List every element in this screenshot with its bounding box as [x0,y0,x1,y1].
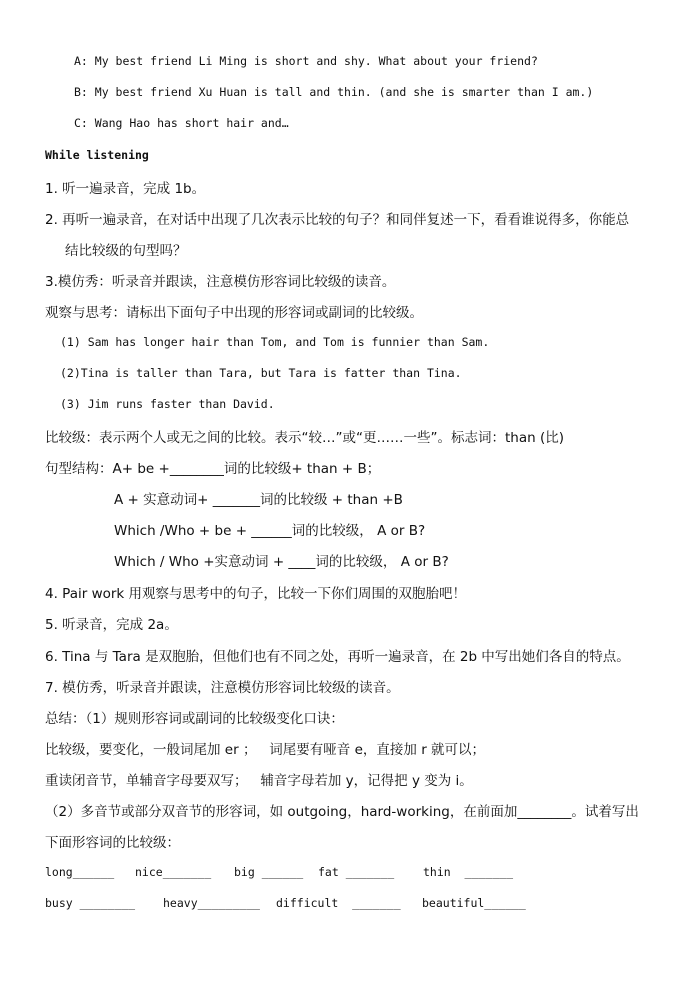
sentence-structure-1: 句型结构：A+ be +________词的比较级+ than + B； [45,461,381,477]
step-4: 4. Pair work 用观察与思考中的句子，比较一下你们周围的双胞胎吧！ [45,586,467,602]
exercise-item: busy ________ [45,896,136,910]
exercise-item: heavy_________ [163,896,260,910]
example-sentence-1: (1) Sam has longer hair than Tom, and Tom is funnier than Sam. [60,335,490,349]
dialogue-line-a: A: My best friend Li Ming is short and shy. What about your friend? [74,54,538,68]
step-5: 5. 听录音，完成 2a。 [45,617,178,633]
sentence-structure-3: Which /Who + be + ______词的比较级， A or B? [114,523,426,539]
exercise-item: fat _______ [318,865,395,879]
comparative-definition: 比较级：表示两个人或无之间的比较。表示“较…”或“更……一些”。标志词：than (比) [45,430,564,446]
step-2-line-2: 结比较级的句型吗？ [65,243,187,259]
summary-rule-1: 比较级，要变化，一般词尾加 er ； 词尾要有哑音 e，直接加 r 就可以； [45,742,486,758]
exercise-item: big ______ [234,865,304,879]
exercise-item: long______ [45,865,115,879]
step-6: 6. Tina 与 Tara 是双胞胎，但他们也有不同之处，再听一遍录音，在 2b 中写出她们各自的特点。 [45,649,630,665]
example-sentence-2: (2)Tina is taller than Tara, but Tara is fatter than Tina. [60,366,462,380]
step-3: 3.模仿秀：听录音并跟读，注意模仿形容词比较级的读音。 [45,274,396,290]
exercise-item: nice_______ [135,865,212,879]
section-heading: While listening [45,148,149,162]
step-2-line-1: 2. 再听一遍录音，在对话中出现了几次表示比较的句子？和同伴复述一下，看看谁说得多，你能总 [45,212,630,228]
step-7: 7. 模仿秀，听录音并跟读，注意模仿形容词比较级的读音。 [45,680,400,696]
summary-rule-2: 重读闭音节，单辅音字母要双写； 辅音字母若加 y，记得把 y 变为 i。 [45,773,473,789]
sentence-structure-4: Which / Who +实意动词 + ____词的比较级， A or B? [114,554,449,570]
summary-rule-3-line-2: 下面形容词的比较级： [45,835,180,851]
dialogue-line-b: B: My best friend Xu Huan is tall and thin. (and she is smarter than I am.) [74,85,594,99]
step-1: 1. 听一遍录音，完成 1b。 [45,181,206,197]
summary-rule-3-line-1: （2）多音节或部分双音节的形容词，如 outgoing，hard-working，在前面加________。试着写出 [45,804,639,820]
summary-title: 总结：（1）规则形容词或副词的比较级变化口诀： [45,711,344,727]
exercise-item: difficult _______ [276,896,401,910]
exercise-item: thin _______ [423,865,514,879]
observe-prompt: 观察与思考：请标出下面句子中出现的形容词或副词的比较级。 [45,305,423,321]
exercise-item: beautiful______ [422,896,526,910]
dialogue-line-c: C: Wang Hao has short hair and… [74,116,289,130]
sentence-structure-2: A + 实意动词+ _______词的比较级 + than +B [114,492,403,508]
example-sentence-3: (3) Jim runs faster than David. [60,397,275,411]
